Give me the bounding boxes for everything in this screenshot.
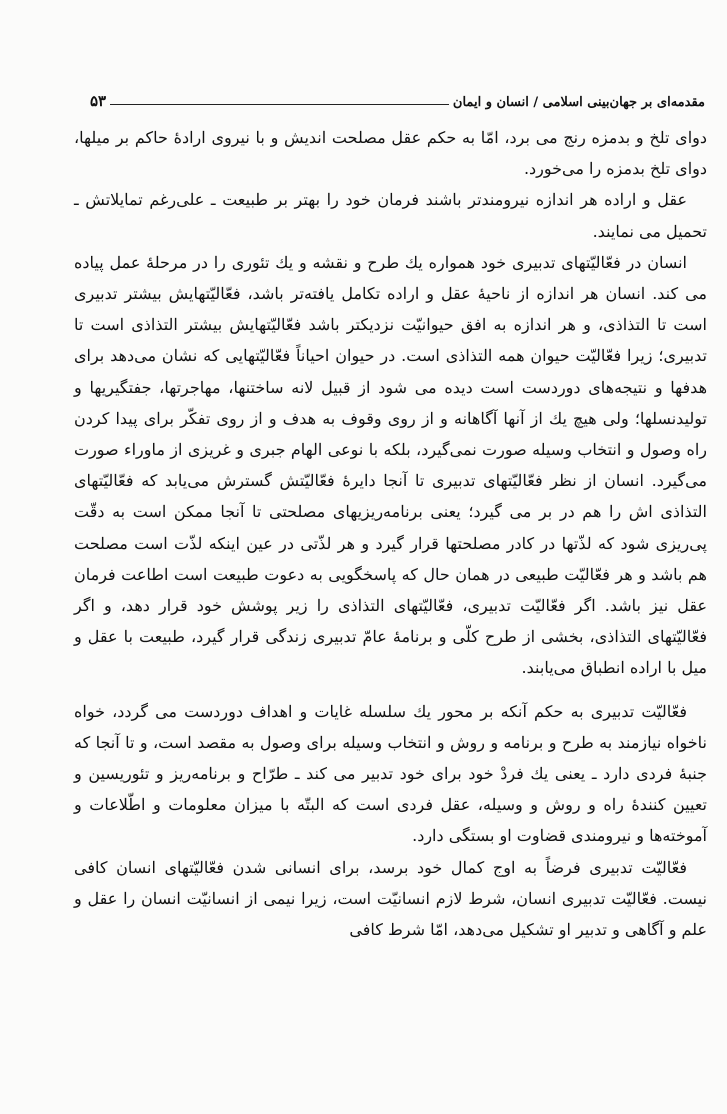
running-head-rule <box>110 104 449 105</box>
running-head-title: مقدمه‌ای بر جهان‌بینی اسلامی / انسان و ایمان <box>452 95 705 110</box>
running-head <box>90 86 705 110</box>
paragraph-2: عقل و اراده هر اندازه نیرومندتر باشند فرمان خود را بهتر بر طبیعت ـ علی‌رغم تمایلاتش ـ تحمیل می نمایند. <box>74 190 707 241</box>
page-number: ۵۳ <box>90 92 107 110</box>
paragraph-3: انسان در فعّالیّتهای تدبیری خود همواره یك طرح و نقشه و یك تئوری را در مرحلهٔ عمل پیاده می کند. انسان هر اندازه از ناحیهٔ عقل و اراده تکامل یافته‌تر باشد، فعّالیّتهایش بیشتر تدبیری است تا التذاذی، و هر اندازه به افق حیوانیّت نزدیکتر باشد فعّالیّتهایش بیشتر التذاذی است تا تدبیری؛ زیرا فعّالیّت حیوان همه التذاذی است. در حیوان احیاناً فعّالیّتهایی که نشان می‌دهد برای هدفها و نتیجه‌های دوردست است دیده می شود از قبیل لانه ساختنها، مهاجرتها، جفتگیریها و تولیدنسلها؛ ولی هیچ یك از آنها آگاهانه و از روی وقوف به هدف و از روی تفکّر برای پیدا کردن راه وصول و انتخاب وسیله صورت نمی‌گیرد، بلکه با نوعی الهام جبری و غریزی از ماوراء صورت می‌گیرد. انسان از نظر فعّالیّتهای تدبیری تا آنجا دایرهٔ فعّالیّتش گسترش می‌یابد که فعّالیّتهای التذاذی اش را هم در بر می گیرد؛ یعنی برنامه‌ریزیهای مصلحتی تا آنجا ممکن است به دقّت پی‌ریزی شود که لذّتها در کادر مصلحتها قرار گیرد و هر لذّتی در عین اینکه لذّت است مصلحت هم باشد و هر فعّالیّت طبیعی در همان حال که پاسخگویی به دعوت طبیعت است اطاعت فرمان عقل نیز باشد. اگر فعّالیّت تدبیری، فعّالیّتهای التذاذی را زیر پوشش خود قرار دهد، و اگر فعّالیّتهای التذاذی، بخشی از طرح کلّی و برنامهٔ عامّ تدبیری زندگی قرار گیرد، طبیعت با عقل و میل با اراده انطباق می‌یابند. <box>74 252 708 678</box>
body-text <box>74 122 707 945</box>
paragraph-4: فعّالیّت تدبیری به حکم آنکه بر محور یك سلسله غایات و اهداف دوردست می گردد، خواه ناخواه نیازمند به طرح و برنامه و روش و انتخاب وسیله برای وصول به مقصد است، و تا آنجا که جنبهٔ فردی دارد ـ یعنی یك فردْ خود برای خود تدبیر می کند ـ طرّاح و برنامه‌ریز و تئوریسین و تعیین کنندهٔ راه و روش و وسیله، عقل فردی است که البتّه با میزان معلومات و اطّلاعات و آموخته‌ها و نیرومندی قضاوت او بستگی دارد. <box>74 701 707 846</box>
paragraph-5: فعّالیّت تدبیری فرضاً به اوج کمال خود برسد، برای انسانی شدن فعّالیّتهای انسان کافی نیست. فعّالیّت تدبیری انسان، شرط لازم انسانیّت است، زیرا نیمی از انسانیّت انسان را عقل و علم و آگاهی و تدبیر او تشکیل می‌دهد، امّا شرط کافی <box>74 857 708 940</box>
paragraph-1: دوای تلخ و بدمزه رنج می برد، امّا به حکم عقل مصلحت اندیش و با نیروی ارادهٔ حاکم بر میلها، دوای تلخ بدمزه را می‌خورد. <box>74 128 707 179</box>
